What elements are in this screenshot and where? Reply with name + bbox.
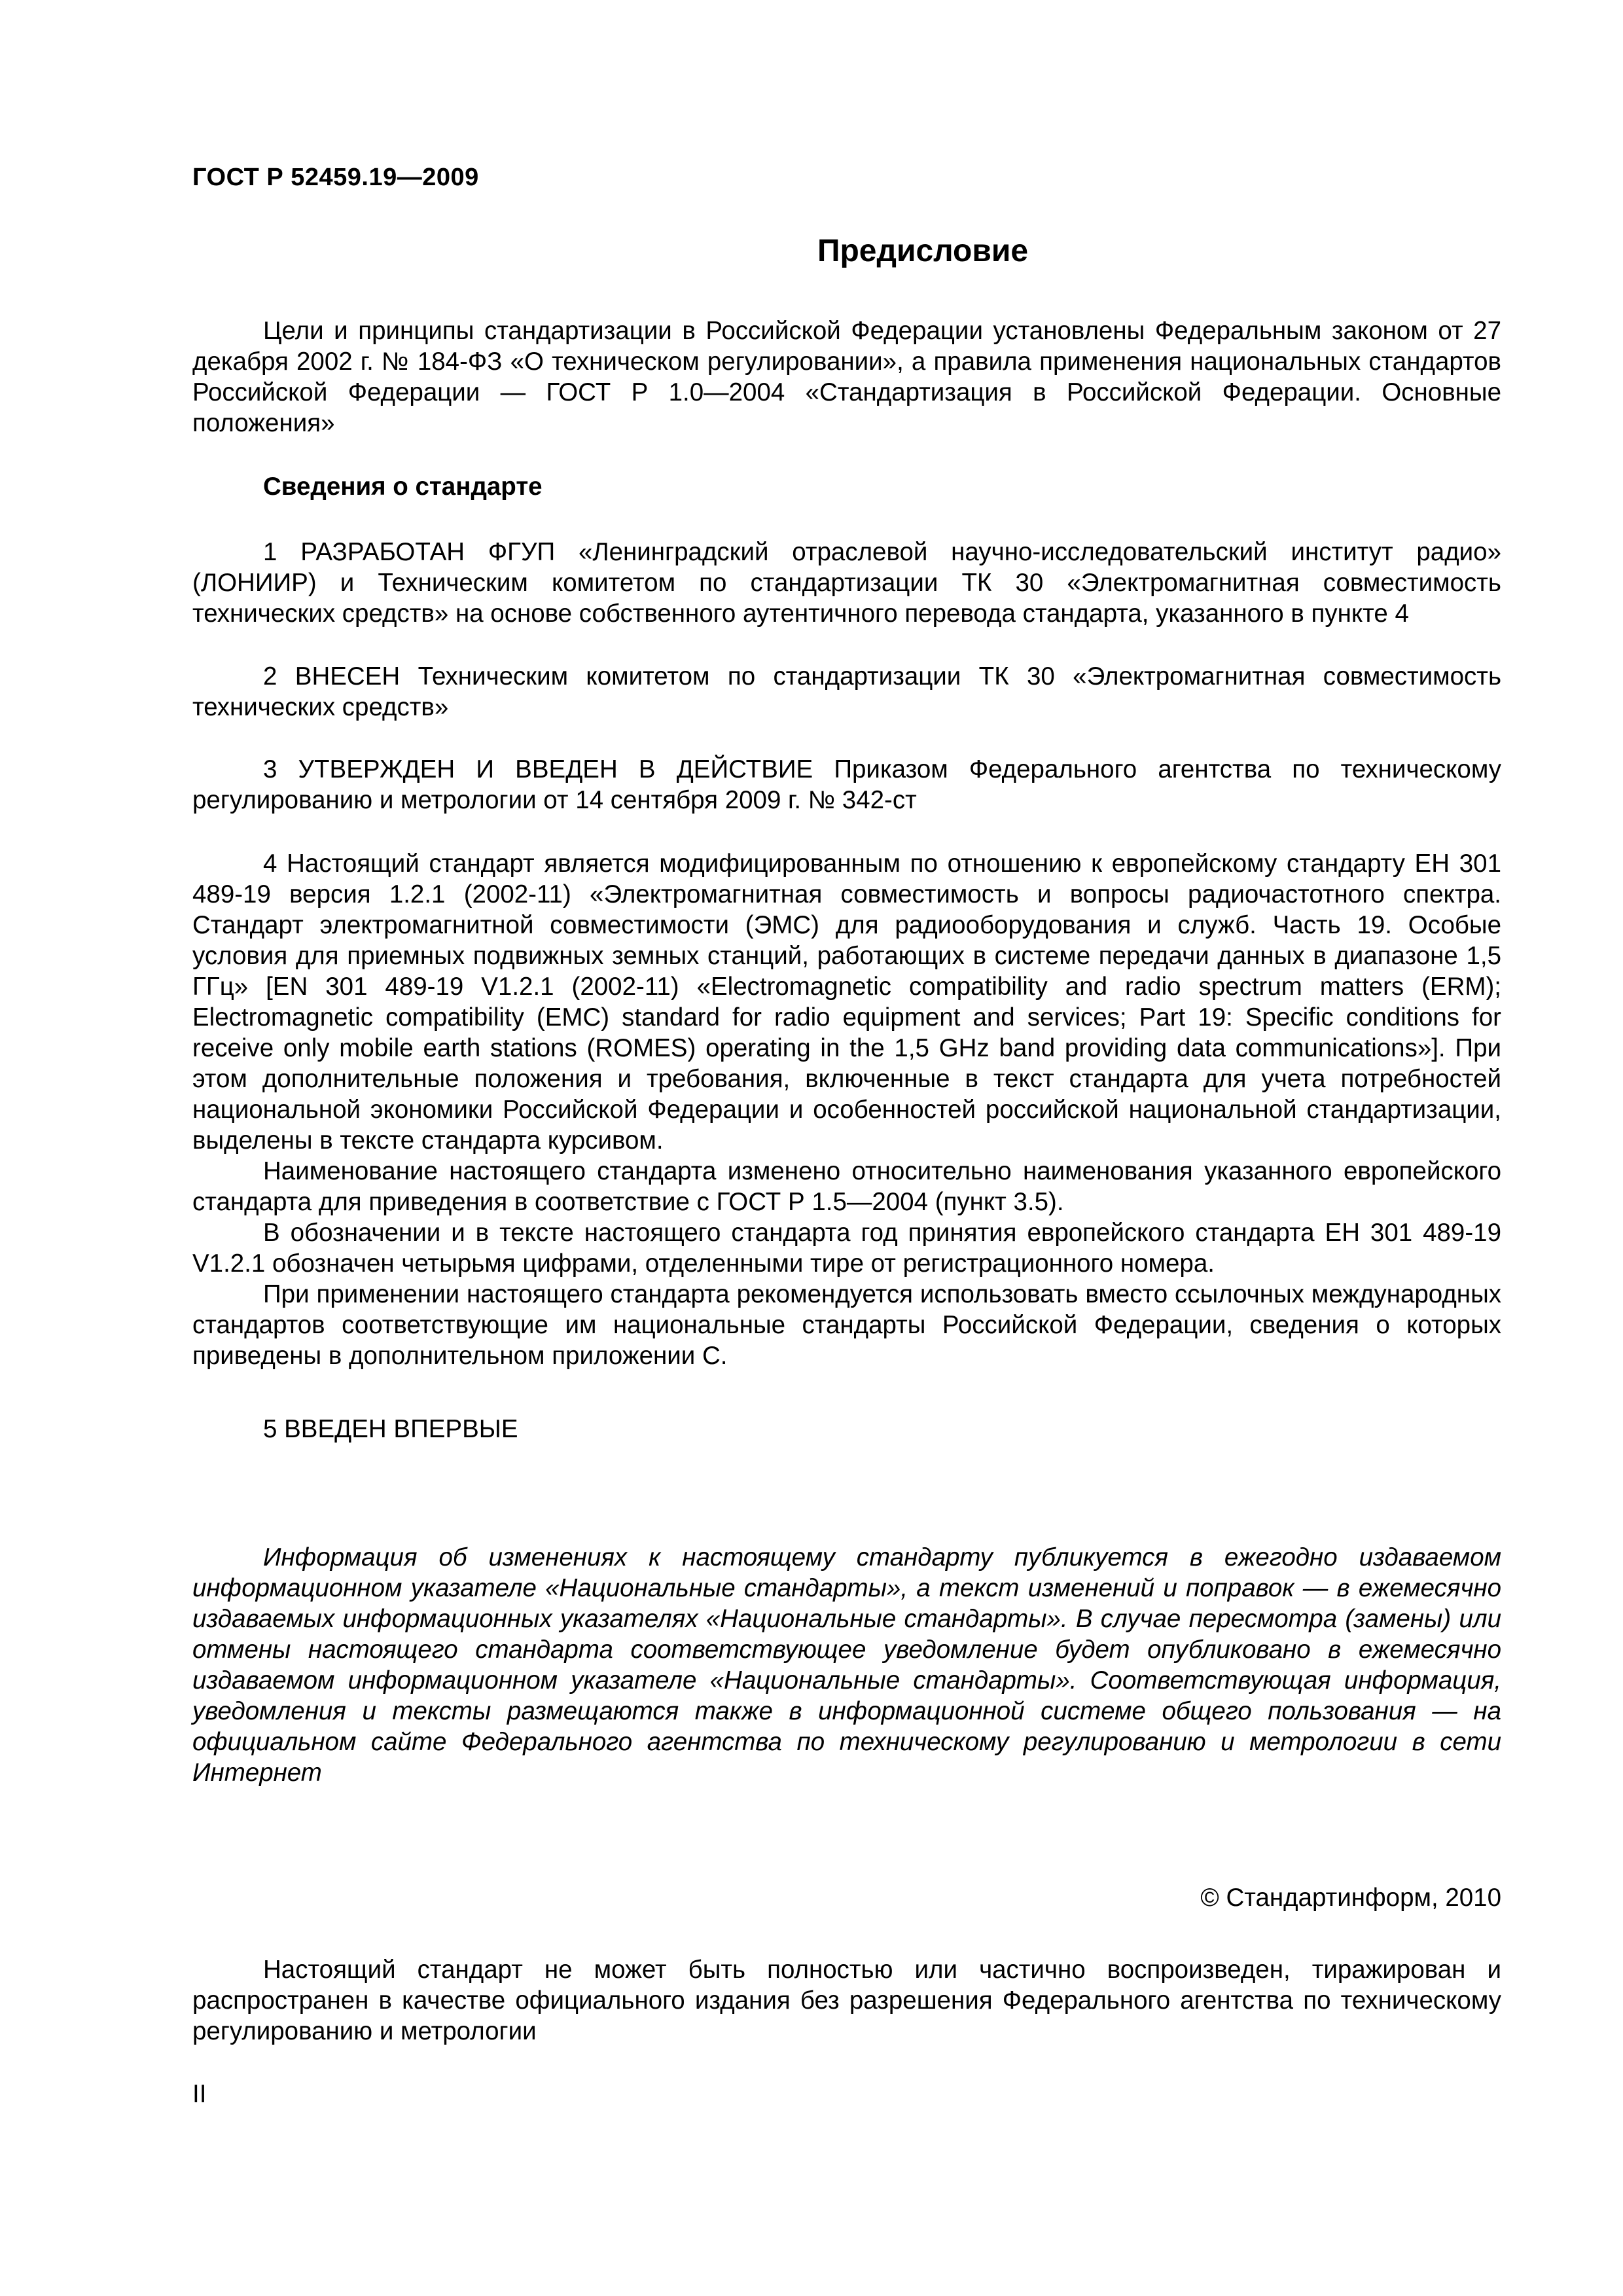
item-5-paragraph: 5 ВВЕДЕН ВПЕРВЫЕ: [263, 1415, 518, 1443]
item-4-block: [192, 848, 1501, 1371]
notice-paragraph: Информация об изменениях к настоящему стандарту публикуется в ежегодно издаваемом информационном указателе «Национальные стандарты», а текст изменений и поправок — в ежемесячно издаваемых информационных указателях «Национальные стандарты». В случае пересмотра (замены) или отмены настоящего стандарта соответствующее уведомление будет опубликовано в ежемесячно издаваемом информационном указателе «Национальные стандарты». Соответствующая информация, уведомления и тексты размещаются также в информационной системе общего пользования — на официальном сайте Федерального агентства по техническому регулированию и метрологии в сети Интернет: [192, 1543, 1501, 1787]
intro-paragraph: Цели и принципы стандартизации в Российской Федерации установлены Федеральным законом от 27 декабря 2002 г. № 184-ФЗ «О техническом регулировании», а правила применения национальных стандартов Российской Федерации — ГОСТ Р 1.0—2004 «Стандартизация в Российской Федерации. Основные положения»: [192, 317, 1501, 437]
notice-block: [192, 1542, 1501, 1788]
item-1-block: [192, 537, 1501, 629]
item-4-extra-paragraph-3: При применении настоящего стандарта рекомендуется использовать вместо ссылочных международных стандартов соответствующие им национальные стандарты Российской Федерации, сведения о которых приведены в дополнительном приложении С.: [192, 1280, 1501, 1370]
item-5-block: [192, 1414, 1501, 1444]
page-title: Предисловие: [817, 234, 1029, 268]
copyright-line: © Стандартинформ, 2010: [1200, 1884, 1501, 1912]
item-4-extra-paragraph-1: Наименование настоящего стандарта изменено относительно наименования указанного европейского стандарта для приведения в соответствие с ГОСТ Р 1.5—2004 (пункт 3.5).: [192, 1157, 1501, 1216]
intro-paragraph-block: [192, 315, 1501, 439]
item-4-extra-paragraph-2: В обозначении и в тексте настоящего стандарта год принятия европейского стандарта ЕН 301 489-19 V1.2.1 обозначен четырьмя цифрами, отделенными тире от регистрационного номера.: [192, 1219, 1501, 1278]
item-1-paragraph: 1 РАЗРАБОТАН ФГУП «Ленинградский отраслевой научно-исследовательский институт радио» (ЛОНИИР) и Техническим комитетом по стандартизации ТК 30 «Электромагнитная совместимость технических средств» на основе собственного аутентичного перевода стандарта, указанного в пункте 4: [192, 538, 1501, 628]
section-subheading: Сведения о стандарте: [263, 473, 543, 501]
page-number: II: [192, 2080, 207, 2108]
reproduction-block: [192, 1954, 1501, 2047]
standard-code-header: ГОСТ Р 52459.19—2009: [192, 164, 479, 191]
reproduction-paragraph: Настоящий стандарт не может быть полностью или частично воспроизведен, тиражирован и распространен в качестве официального издания без разрешения Федерального агентства по техническому регулированию и метрологии: [192, 1956, 1501, 2045]
item-2-block: [192, 661, 1501, 723]
item-2-paragraph: 2 ВНЕСЕН Техническим комитетом по стандартизации ТК 30 «Электромагнитная совместимость технических средств»: [192, 662, 1501, 721]
item-3-paragraph: 3 УТВЕРЖДЕН И ВВЕДЕН В ДЕЙСТВИЕ Приказом Федерального агентства по техническому регулированию и метрологии от 14 сентября 2009 г. № 342-ст: [192, 755, 1501, 814]
item-4-paragraph: 4 Настоящий стандарт является модифицированным по отношению к европейскому стандарту ЕН 301 489-19 версия 1.2.1 (2002-11) «Электромагнитная совместимость и вопросы радиочастотного спектра. Стандарт электромагнитной совместимости (ЭМС) для радиооборудования и служб. Часть 19. Особые условия для приемных подвижных земных станций, работающих в системе передачи данных в диапазоне 1,5 ГГц» [EN 301 489-19 V1.2.1 (2002-11) «Electromagnetic compatibility and radio spectrum matters (ERM); Electromagnetic compatibility (EMC) standard for radio equipment and services; Part 19: Specific conditions for receive only mobile earth stations (ROMES) operating in the 1,5 GHz band providing data communications»]. При этом дополнительные положения и требования, включенные в текст стандарта для учета потребностей национальной экономики Российской Федерации и особенностей российской национальной стандартизации, выделены в тексте стандарта курсивом.: [192, 850, 1501, 1155]
item-3-block: [192, 754, 1501, 816]
